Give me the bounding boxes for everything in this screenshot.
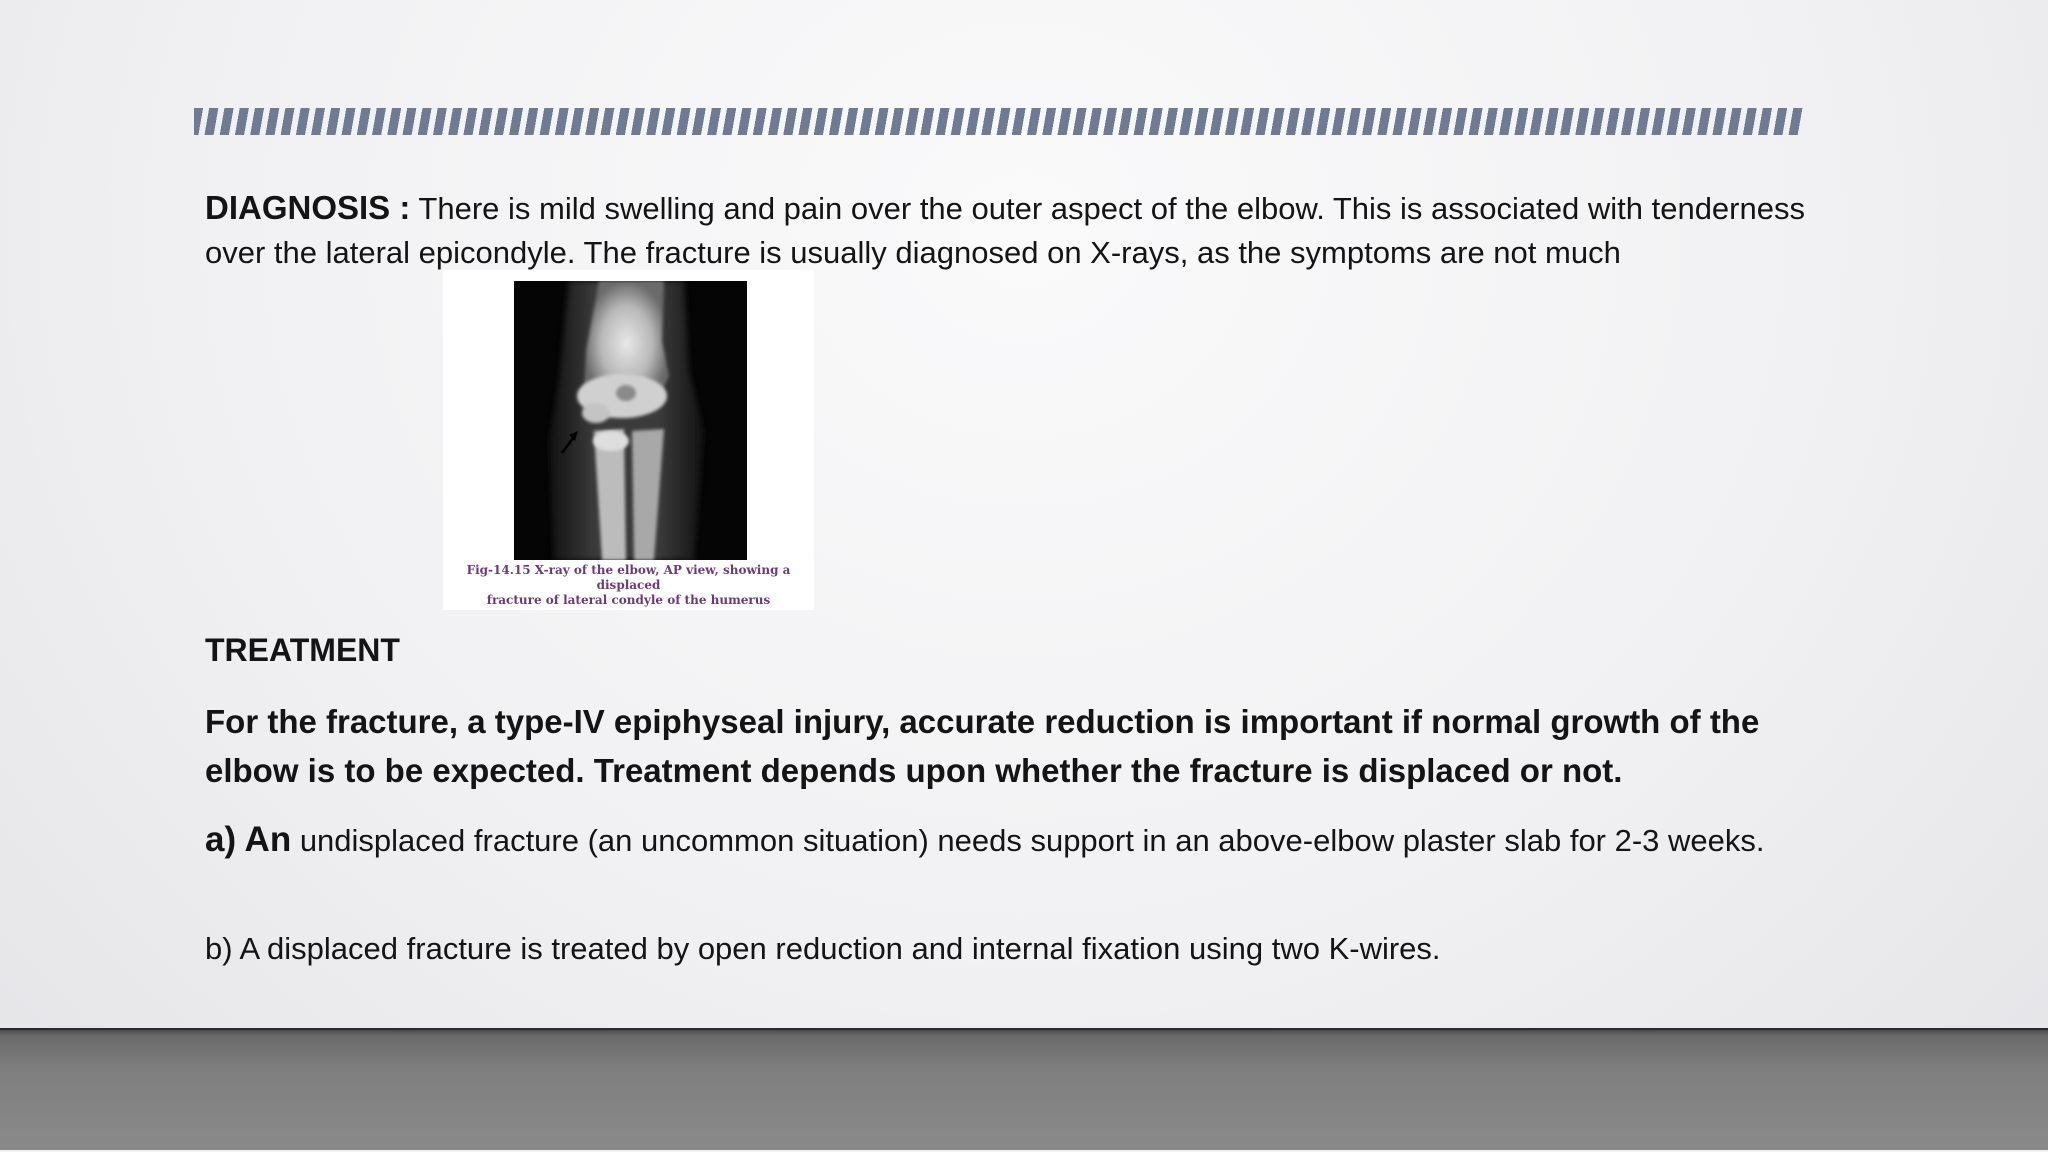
- treatment-point-b: b) A displaced fracture is treated by open reduction and internal fixation using two K-wires.: [205, 931, 1441, 966]
- point-a-lead: a) An: [205, 820, 292, 859]
- diagnosis-paragraph: [205, 186, 1805, 275]
- diagnosis-label: DIAGNOSIS :: [205, 189, 411, 226]
- diagnosis-text: There is mild swelling and pain over the outer aspect of the elbow. This is associated with tenderness over the lateral epicondyle. The fracture is usually diagnosed on X-rays, as the symptoms are not much: [205, 191, 1805, 270]
- treatment-summary: For the fracture, a type-IV epiphyseal injury, accurate reduction is important if normal growth of the elbow is to be expected. Treatment depends upon whether the fracture is displaced or not.: [205, 703, 1760, 789]
- xray-figure: [443, 270, 814, 610]
- treatment-heading: TREATMENT: [205, 632, 400, 668]
- caption-line-1: Fig-14.15 X-ray of the elbow, AP view, showing a displaced: [466, 563, 791, 592]
- floor-band: [0, 1028, 2048, 1152]
- decorative-stripe-bar: [194, 108, 1804, 135]
- treatment-point-a: [205, 818, 1805, 863]
- xray-illustration: [514, 281, 747, 560]
- elbow-xray-image: [514, 281, 747, 560]
- caption-line-2: fracture of lateral condyle of the humerus: [486, 593, 771, 607]
- figure-caption: [443, 563, 814, 608]
- point-a-text: undisplaced fracture (an uncommon situation) needs support in an above-elbow plaster slab for 2-3 weeks.: [291, 823, 1765, 858]
